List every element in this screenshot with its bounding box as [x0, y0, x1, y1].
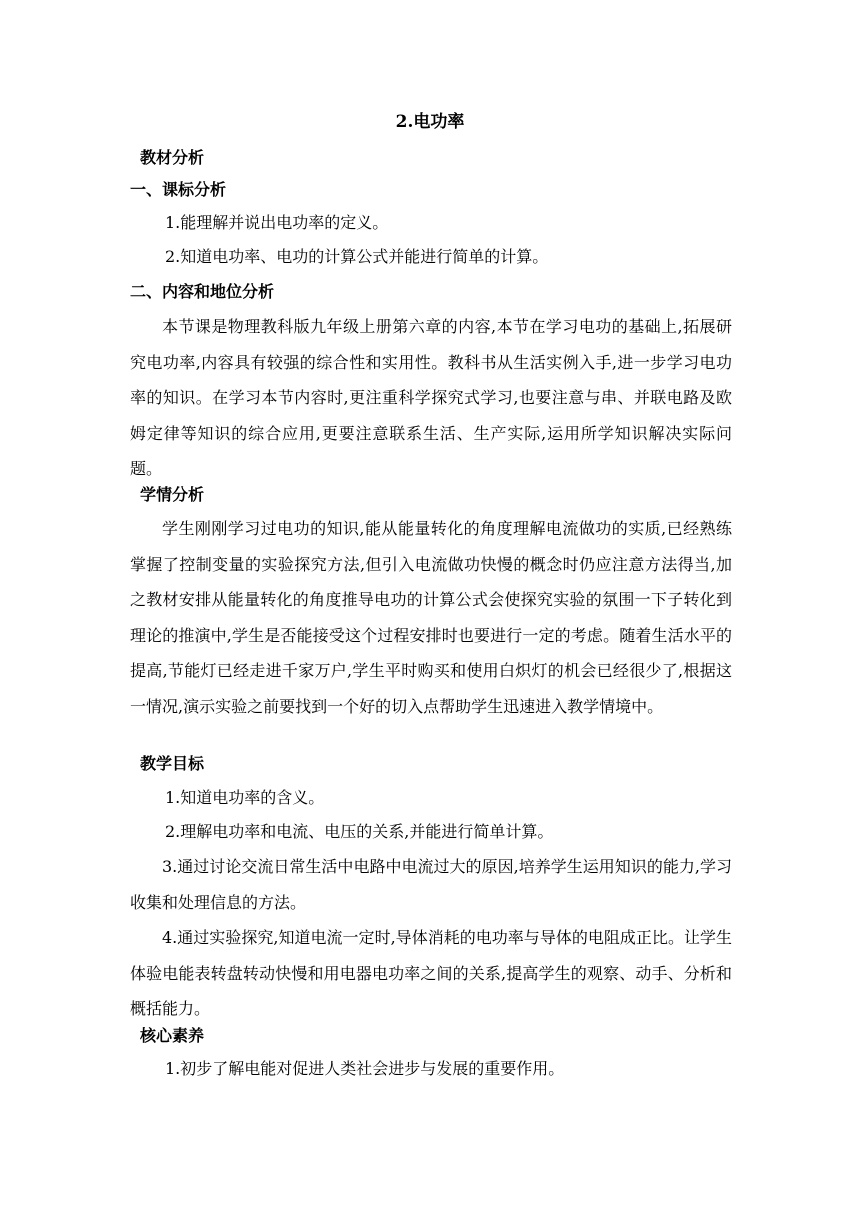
objective-item-3: 3.通过讨论交流日常生活中电路中电流过大的原因,培养学生运用知识的能力,学习收集和处理信息的方法。: [130, 857, 732, 912]
heading-teaching-objectives: 教学目标: [140, 754, 205, 773]
heading-core-literacy: 核心素养: [140, 1026, 205, 1045]
page-title: 2.电功率: [395, 112, 465, 132]
content-paragraph: 本节课是物理教科版九年级上册第六章的内容,本节在学习电功的基础上,拓展研究电功率,内容具有较强的综合性和实用性。教科书从生活实例入手,进一步学习电功率的知识。在学习本节内容时,更注重科学探究式学习,也要注意与串、并联电路及欧姆定律等知识的综合应用,更要注意联系生活、生产实际,运用所学知识解决实际问题。: [130, 317, 732, 478]
core-literacy-item-1: 1.初步了解电能对促进人类社会进步与发展的重要作用。: [165, 1059, 565, 1078]
objective-item-1: 1.知道电功率的含义。: [165, 788, 325, 807]
objective-item-2: 2.理解电功率和电流、电压的关系,并能进行简单计算。: [165, 822, 554, 841]
heading-content-analysis: 二、内容和地位分析: [130, 282, 275, 301]
curriculum-item-1: 1.能理解并说出电功率的定义。: [165, 213, 389, 232]
heading-student-analysis: 学情分析: [140, 485, 205, 504]
curriculum-item-2: 2.知道电功率、电功的计算公式并能进行简单的计算。: [165, 247, 549, 266]
objective-item-4: 4.通过实验探究,知道电流一定时,导体消耗的电功率与导体的电阻成正比。让学生体验电能表转盘转动快慢和用电器电功率之间的关系,提高学生的观察、动手、分析和概括能力。: [130, 928, 732, 1018]
heading-textbook-analysis: 教材分析: [140, 148, 205, 167]
student-analysis-paragraph: 学生刚刚学习过电功的知识,能从能量转化的角度理解电流做功的实质,已经熟练掌握了控制变量的实验探究方法,但引入电流做功快慢的概念时仍应注意方法得当,加之教材安排从能量转化的角度推导电功的计算公式会使探究实验的氛围一下子转化到理论的推演中,学生是否能接受这个过程安排时也要进行一定的考虑。随着生活水平的提高,节能灯已经走进千家万户,学生平时购买和使用白炽灯的机会已经很少了,根据这一情况,演示实验之前要找到一个好的切入点帮助学生迅速进入教学情境中。: [130, 519, 732, 716]
heading-curriculum-analysis: 一、课标分析: [130, 180, 227, 199]
